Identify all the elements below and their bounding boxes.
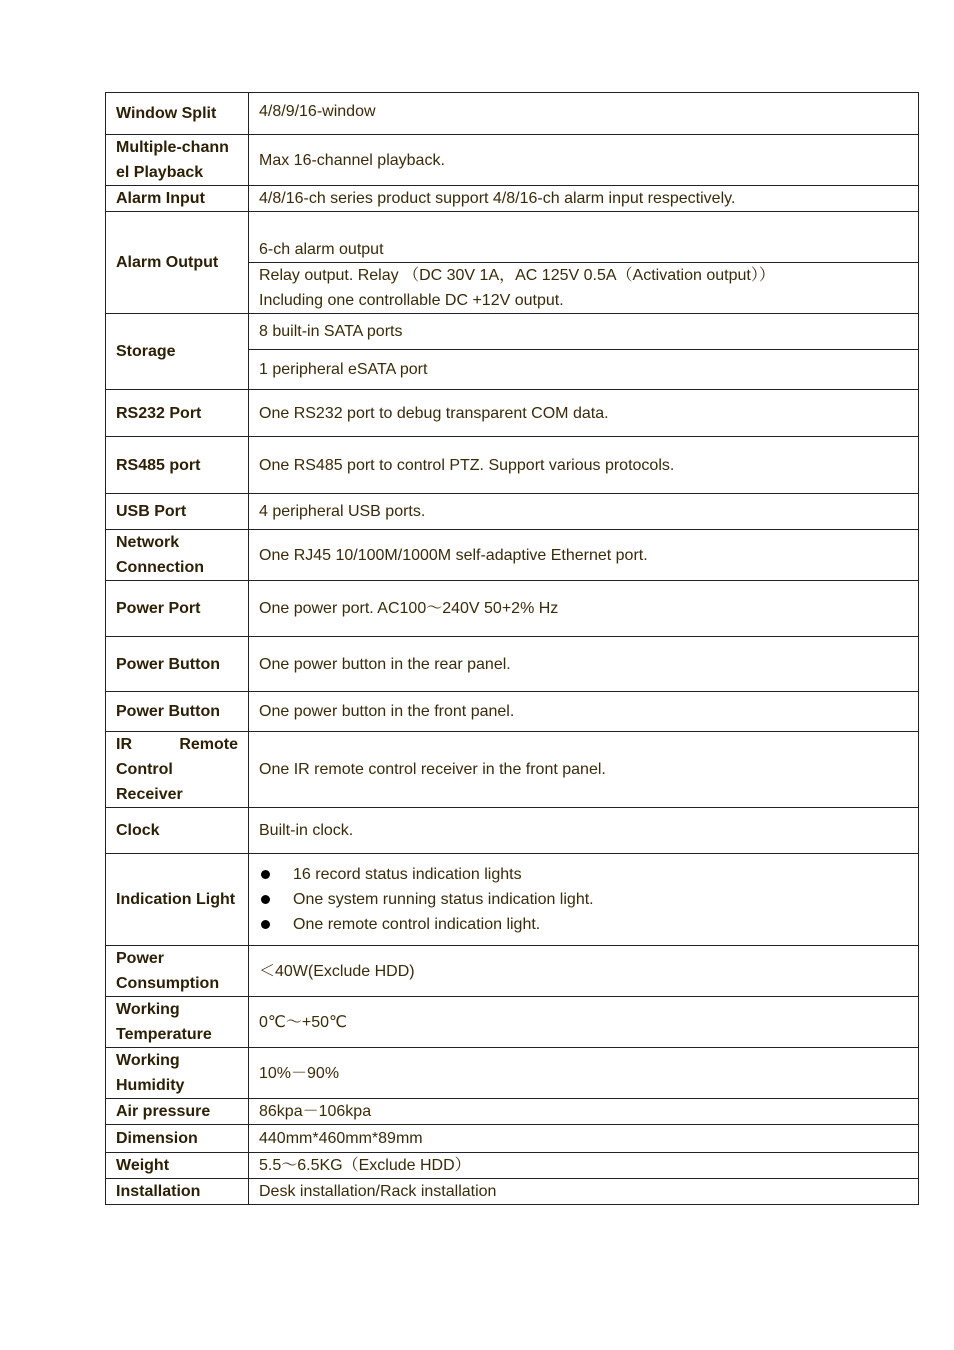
spec-label-line: Receiver — [116, 786, 183, 803]
spec-label-line: Network — [116, 534, 180, 551]
spec-label — [106, 732, 249, 808]
spec-label-line: Consumption — [116, 975, 220, 992]
table-row — [106, 314, 919, 350]
spec-label: Alarm Output — [106, 212, 249, 314]
spec-label: Power Button — [106, 692, 249, 732]
spec-label — [106, 135, 249, 186]
spec-label-line: Multiple-chann — [116, 139, 229, 156]
spec-label: Power Port — [106, 581, 249, 637]
table-row — [106, 135, 919, 186]
table-row — [106, 1179, 919, 1205]
spec-value: 10%－90% — [249, 1048, 919, 1099]
spec-label-line: Humidity — [116, 1077, 185, 1094]
spec-label: Window Split — [106, 93, 249, 135]
spec-value: One power button in the rear panel. — [249, 637, 919, 692]
spec-label: Air pressure — [106, 1099, 249, 1125]
table-row — [106, 692, 919, 732]
spec-value: 1 peripheral eSATA port — [249, 350, 919, 390]
spec-value: 4/8/16-ch series product support 4/8/16-ch alarm input respectively. — [249, 186, 919, 212]
spec-label: Installation — [106, 1179, 249, 1205]
spec-value: 0℃～+50℃ — [249, 997, 919, 1048]
spec-value: One power port. AC100～240V 50+2% Hz — [249, 581, 919, 637]
spec-label — [106, 997, 249, 1048]
table-row — [106, 732, 919, 808]
table-row — [106, 212, 919, 263]
table-row — [106, 854, 919, 946]
table-row — [106, 637, 919, 692]
spec-label: Storage — [106, 314, 249, 390]
spec-value-line: Including one controllable DC +12V output. — [259, 292, 564, 309]
table-row — [106, 1048, 919, 1099]
spec-label-line: Working — [116, 1052, 180, 1069]
spec-table — [105, 92, 919, 1205]
spec-value: One RS232 port to debug transparent COM data. — [249, 390, 919, 437]
spec-label-line: Power — [116, 950, 165, 967]
spec-value: One power button in the front panel. — [249, 692, 919, 732]
spec-label-line: Working — [116, 1001, 180, 1018]
list-item: One remote control indication light. — [259, 912, 908, 937]
spec-label-line: Temperature — [116, 1026, 212, 1043]
spec-label: Dimension — [106, 1125, 249, 1153]
spec-label: RS485 port — [106, 437, 249, 494]
spec-value-line: Relay output. Relay （DC 30V 1A，AC 125V 0.5A（Activation output）） — [259, 267, 775, 284]
spec-label: Indication Light — [106, 854, 249, 946]
spec-value: ＜40W(Exclude HDD) — [249, 946, 919, 997]
table-row — [106, 390, 919, 437]
spec-label: Weight — [106, 1153, 249, 1179]
table-row — [106, 808, 919, 854]
spec-label: Power Button — [106, 637, 249, 692]
spec-label: Clock — [106, 808, 249, 854]
table-row — [106, 1099, 919, 1125]
list-item: 16 record status indication lights — [259, 862, 908, 887]
spec-value: Built-in clock. — [249, 808, 919, 854]
table-row — [106, 93, 919, 135]
spec-value: 86kpa－106kpa — [249, 1099, 919, 1125]
table-row — [106, 1153, 919, 1179]
table-row — [106, 581, 919, 637]
indication-list — [259, 862, 908, 937]
table-row — [106, 530, 919, 581]
table-row — [106, 494, 919, 530]
spec-value: 5.5～6.5KG（Exclude HDD） — [249, 1153, 919, 1179]
spec-label — [106, 946, 249, 997]
spec-value: One RS485 port to control PTZ. Support various protocols. — [249, 437, 919, 494]
spec-label — [106, 530, 249, 581]
table-row — [106, 437, 919, 494]
spec-label: RS232 Port — [106, 390, 249, 437]
spec-value: 8 built-in SATA ports — [249, 314, 919, 350]
table-row — [106, 997, 919, 1048]
spec-value — [249, 854, 919, 946]
spec-value: 440mm*460mm*89mm — [249, 1125, 919, 1153]
table-row — [106, 1125, 919, 1153]
spec-label — [106, 1048, 249, 1099]
table-row — [106, 946, 919, 997]
spec-value: Max 16-channel playback. — [249, 135, 919, 186]
spec-value: 4 peripheral USB ports. — [249, 494, 919, 530]
spec-value: 4/8/9/16-window — [249, 93, 919, 135]
spec-label: USB Port — [106, 494, 249, 530]
table-row — [106, 186, 919, 212]
spec-label-line: Connection — [116, 559, 204, 576]
spec-label-line: IR Remote — [116, 736, 238, 753]
spec-value — [249, 263, 919, 314]
spec-label-line: Control — [116, 761, 173, 778]
spec-value: One IR remote control receiver in the front panel. — [249, 732, 919, 808]
spec-value: Desk installation/Rack installation — [249, 1179, 919, 1205]
list-item: One system running status indication light. — [259, 887, 908, 912]
spec-label-line: el Playback — [116, 164, 204, 181]
spec-label: Alarm Input — [106, 186, 249, 212]
spec-value: One RJ45 10/100M/1000M self-adaptive Ethernet port. — [249, 530, 919, 581]
spec-value: 6-ch alarm output — [249, 212, 919, 263]
